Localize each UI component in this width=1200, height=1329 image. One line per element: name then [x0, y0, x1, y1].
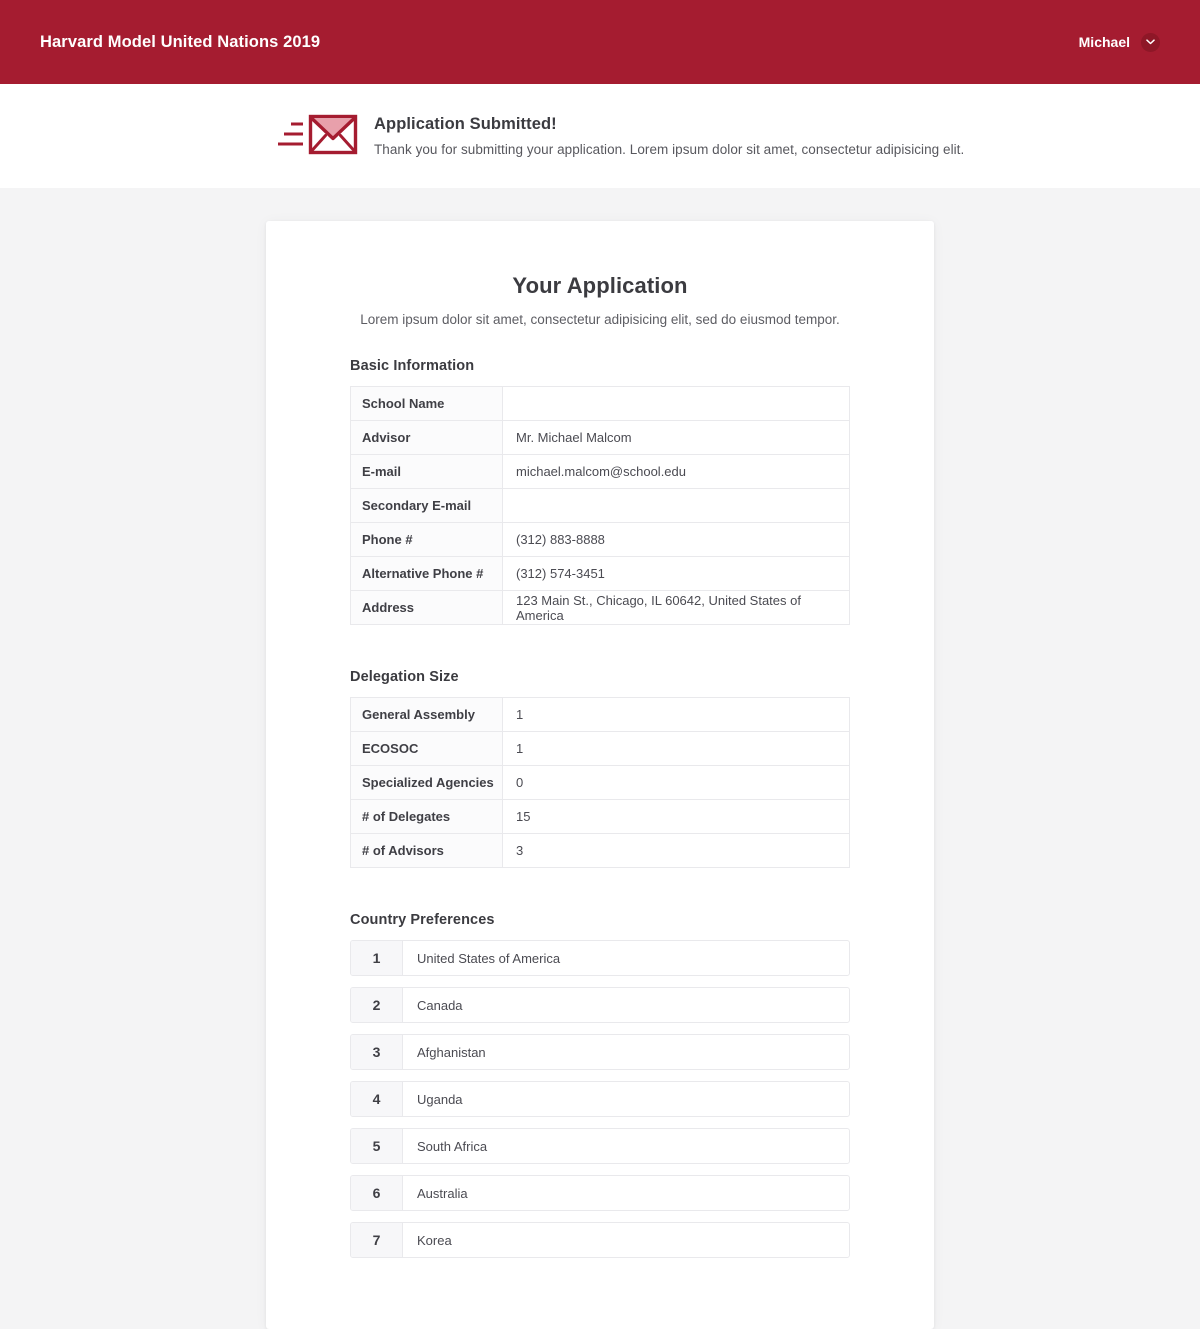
- application-card: [266, 221, 934, 1329]
- row-value: (312) 574-3451: [503, 557, 850, 591]
- list-item: [350, 1175, 850, 1211]
- preference-country: United States of America: [417, 950, 561, 966]
- top-navbar: [0, 0, 1200, 84]
- section-heading-basic-information: Basic Information: [350, 358, 475, 374]
- country-preferences-list: [350, 940, 850, 1258]
- row-value: Mr. Michael Malcom: [503, 421, 850, 455]
- preference-rank: 1: [351, 941, 403, 975]
- row-label: Specialized Agencies: [351, 766, 503, 800]
- basic-information-table: [350, 386, 850, 625]
- preference-rank: 3: [351, 1035, 403, 1069]
- table-row: [351, 800, 850, 834]
- table-row: [351, 766, 850, 800]
- row-label: ECOSOC: [351, 732, 503, 766]
- row-label: E-mail: [351, 455, 503, 489]
- notification-band: [0, 84, 1200, 188]
- list-item: [350, 940, 850, 976]
- row-label: General Assembly: [351, 698, 503, 732]
- preference-country: Afghanistan: [417, 1044, 486, 1060]
- preference-rank: 6: [351, 1176, 403, 1210]
- notification-message: Thank you for submitting your application. Lorem ipsum dolor sit amet, consectetur adipisicing elit.: [374, 142, 965, 157]
- user-menu-label: Michael: [1078, 34, 1130, 50]
- basic-information-body: [351, 387, 850, 625]
- notification-title: Application Submitted!: [374, 115, 557, 133]
- section-heading-delegation-size: Delegation Size: [350, 669, 459, 685]
- row-value: michael.malcom@school.edu: [503, 455, 850, 489]
- table-row: [351, 557, 850, 591]
- row-label: Phone #: [351, 523, 503, 557]
- row-label: # of Delegates: [351, 800, 503, 834]
- preference-rank: 2: [351, 988, 403, 1022]
- delegation-size-body: [351, 698, 850, 868]
- table-row: [351, 523, 850, 557]
- row-value: 1: [503, 698, 850, 732]
- sent-envelope-icon: [266, 110, 370, 162]
- table-row: [351, 489, 850, 523]
- row-value: [503, 489, 850, 523]
- preference-rank: 7: [351, 1223, 403, 1257]
- row-label: Address: [351, 591, 503, 625]
- preference-country: Canada: [417, 997, 463, 1013]
- list-item: [350, 1034, 850, 1070]
- row-value: 3: [503, 834, 850, 868]
- table-row: [351, 732, 850, 766]
- row-value: 123 Main St., Chicago, IL 60642, United States of America: [503, 591, 850, 625]
- preference-rank: 5: [351, 1129, 403, 1163]
- row-label: Alternative Phone #: [351, 557, 503, 591]
- table-row: [351, 455, 850, 489]
- table-row: [351, 387, 850, 421]
- row-value: [503, 387, 850, 421]
- row-value: 1: [503, 732, 850, 766]
- list-item: [350, 1128, 850, 1164]
- list-item: [350, 987, 850, 1023]
- row-label: Advisor: [351, 421, 503, 455]
- brand-title[interactable]: Harvard Model United Nations 2019: [40, 32, 321, 51]
- page-content: [0, 188, 1200, 1329]
- notification-inner: [266, 110, 964, 162]
- notification-text: [370, 115, 964, 157]
- preference-country: South Africa: [417, 1138, 488, 1154]
- row-value: 0: [503, 766, 850, 800]
- row-value: (312) 883-8888: [503, 523, 850, 557]
- delegation-size-table: [350, 697, 850, 868]
- preference-rank: 4: [351, 1082, 403, 1116]
- list-item: [350, 1081, 850, 1117]
- page-subtitle: Lorem ipsum dolor sit amet, consectetur adipisicing elit, sed do eiusmod tempor.: [360, 312, 840, 327]
- preference-country: Uganda: [417, 1091, 463, 1107]
- table-row: [351, 698, 850, 732]
- list-item: [350, 1222, 850, 1258]
- row-label: # of Advisors: [351, 834, 503, 868]
- row-label: School Name: [351, 387, 503, 421]
- table-row: [351, 421, 850, 455]
- section-heading-country-preferences: Country Preferences: [350, 912, 495, 928]
- user-menu[interactable]: [1079, 33, 1160, 52]
- table-row: [351, 591, 850, 625]
- page-title: Your Application: [512, 273, 688, 298]
- preference-country: Korea: [417, 1232, 452, 1248]
- row-label: Secondary E-mail: [351, 489, 503, 523]
- table-row: [351, 834, 850, 868]
- row-value: 15: [503, 800, 850, 834]
- preference-country: Australia: [417, 1185, 468, 1201]
- chevron-down-icon[interactable]: [1141, 33, 1160, 52]
